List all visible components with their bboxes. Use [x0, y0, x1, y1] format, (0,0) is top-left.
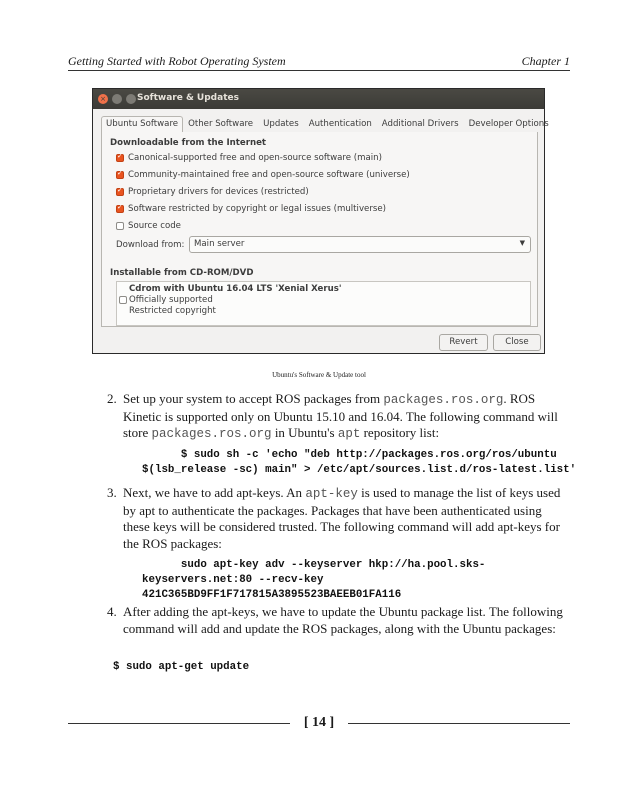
header-chapter: Chapter 1: [521, 54, 570, 68]
page-footer: [68, 715, 570, 733]
revert-button[interactable]: Revert: [439, 334, 488, 351]
option-label: Community-maintained free and open-source software (universe): [128, 170, 410, 180]
cdrom-detail-2: Restricted copyright: [129, 306, 216, 316]
tab-authentication[interactable]: Authentication: [308, 119, 372, 129]
text-run: in Ubuntu's: [271, 425, 338, 440]
text-run: Set up your system to accept ROS packages from: [123, 391, 384, 406]
close-button[interactable]: Close: [493, 334, 541, 351]
step-text: After adding the apt-keys, we have to update the Ubuntu package list. The following command will add and update the ROS packages, along with the Ubuntu packages:: [123, 604, 563, 636]
step-text: [123, 485, 567, 552]
option-label: Source code: [128, 221, 181, 231]
option-multiverse[interactable]: [116, 204, 386, 214]
cdrom-list: [116, 281, 531, 326]
checkbox-checked-icon[interactable]: [116, 188, 124, 196]
option-main[interactable]: [116, 153, 382, 163]
ubuntu-software-panel: [101, 132, 538, 327]
code-block-3: $ sudo apt-get update: [113, 661, 250, 673]
checkbox-checked-icon[interactable]: [116, 205, 124, 213]
option-label: Canonical-supported free and open-source software (main): [128, 153, 382, 163]
inline-code: packages.ros.org: [383, 393, 504, 407]
section-internet-heading: Downloadable from the Internet: [110, 138, 267, 148]
option-label: Software restricted by copyright or legal issues (multiverse): [128, 204, 386, 214]
inline-code: apt-key: [305, 487, 358, 501]
option-universe[interactable]: [116, 170, 410, 180]
cdrom-detail-1: Officially supported: [129, 295, 213, 305]
checkbox-checked-icon[interactable]: [116, 154, 124, 162]
footer-rule-right: [348, 723, 570, 724]
cdrom-checkbox-icon[interactable]: [119, 296, 127, 304]
running-header: [68, 52, 570, 71]
code-block-1: $ sudo sh -c 'echo "deb http://packages.ros.org/ros/ubuntu $(lsb_release -sc) main" > /etc/apt/sources.list.d/ros-latest.list': [142, 449, 577, 476]
text-run: . ROS Kinetic is supported only on Ubuntu 15.10 and 16.04. The following command will store: [123, 391, 558, 440]
inline-code: apt: [337, 427, 361, 441]
option-restricted[interactable]: [116, 187, 309, 197]
download-server-select[interactable]: [189, 236, 531, 253]
software-updates-screenshot: [92, 88, 549, 354]
step-number: 3.: [107, 485, 117, 500]
download-from-label: Download from:: [116, 240, 185, 250]
window-title: Software & Updates: [137, 93, 239, 103]
download-server-value: Main server: [194, 239, 245, 249]
tab-ubuntu-software[interactable]: Ubuntu Software: [101, 116, 183, 134]
text-run: is used to manage the list of keys used by apt to authenticate the packages. Packages that have been authenticated using these keys will be considered trusted. The following command will add apt-keys for the ROS packages:: [123, 485, 561, 551]
page-number: [ 14 ]: [303, 715, 335, 730]
tab-additional-drivers[interactable]: Additional Drivers: [381, 119, 459, 129]
minimize-icon[interactable]: [112, 94, 122, 104]
code-block-2: sudo apt-key adv --keyserver hkp://ha.pool.sks- keyservers.net:80 --recv-key 421C365BD9FF1F717815A3895523BAEEB01FA116: [142, 559, 486, 601]
tab-bar: [101, 116, 549, 133]
cdrom-title: Cdrom with Ubuntu 16.04 LTS 'Xenial Xerus': [129, 284, 342, 294]
option-label: Proprietary drivers for devices (restricted): [128, 187, 309, 197]
checkbox-checked-icon[interactable]: [116, 171, 124, 179]
header-book-title: Getting Started with Robot Operating System: [68, 54, 286, 68]
section-cdrom-heading: Installable from CD-ROM/DVD: [110, 268, 254, 278]
figure-caption: Ubuntu's Software & Update tool: [272, 371, 366, 379]
step-text: [123, 391, 567, 443]
tab-other-software[interactable]: Other Software: [188, 119, 254, 129]
dropdown-caret-icon: ▼: [519, 239, 525, 247]
inline-code: packages.ros.org: [151, 427, 272, 441]
checkbox-unchecked-icon[interactable]: [116, 222, 124, 230]
close-window-icon[interactable]: ×: [98, 94, 108, 104]
step-number: 4.: [107, 604, 117, 619]
option-source-code[interactable]: [116, 221, 181, 231]
maximize-icon[interactable]: [126, 94, 136, 104]
window-titlebar: [93, 89, 544, 109]
tab-developer-options[interactable]: Developer Options: [468, 119, 549, 129]
text-run: repository list:: [360, 425, 440, 440]
text-run: Next, we have to add apt-keys. An: [123, 485, 306, 500]
step-number: 2.: [107, 391, 117, 406]
tab-updates[interactable]: Updates: [263, 119, 299, 129]
